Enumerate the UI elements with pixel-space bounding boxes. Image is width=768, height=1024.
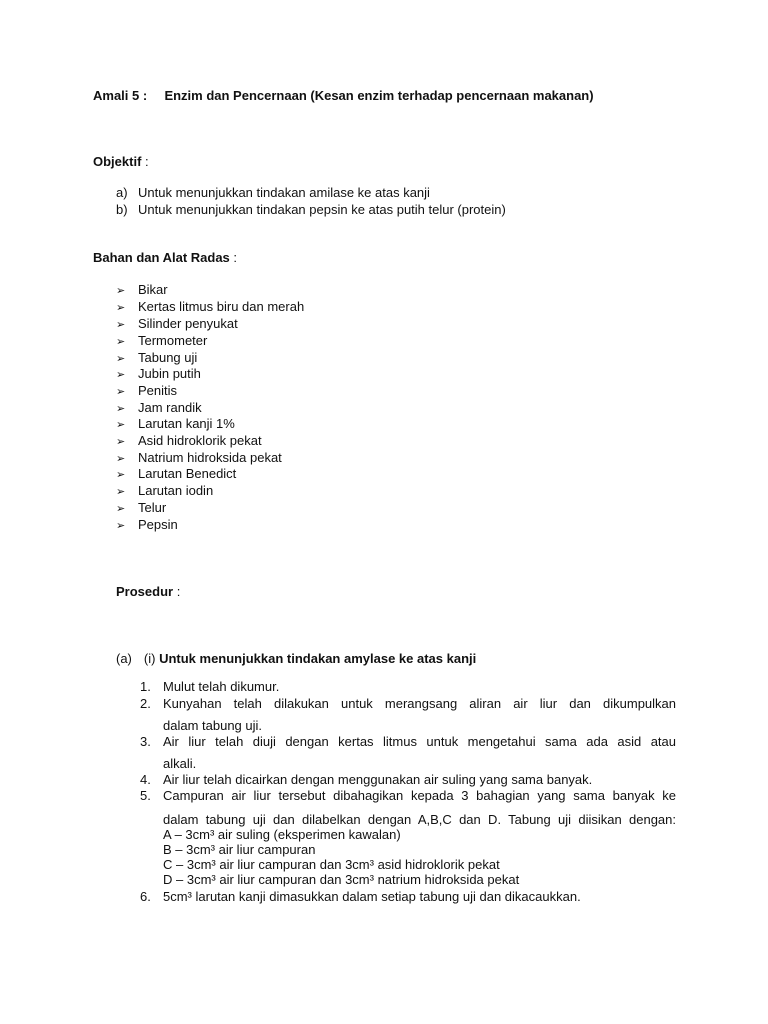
list-item-text: Silinder penyukat (138, 316, 238, 331)
bullet-arrow-icon: ➢ (116, 520, 126, 532)
step-text-continued: alkali. (163, 756, 197, 771)
list-item-text: Jam randik (138, 400, 202, 415)
list-item-text: Larutan Benedict (138, 466, 237, 481)
tube-item: C – 3cm³ air liur campuran dan 3cm³ asid hidroklorik pekat (163, 857, 500, 872)
step-text: Campuran air liur tersebut dibahagikan kepada 3 bahagian yang sama banyak ke (163, 788, 676, 803)
list-item-text: Asid hidroklorik pekat (138, 433, 262, 448)
list-item (116, 450, 282, 467)
bahan-colon: : (229, 250, 238, 265)
list-item (116, 500, 166, 517)
list-item-text: Termometer (138, 333, 208, 348)
list-item-text: Larutan iodin (138, 483, 214, 498)
list-item-text: Pepsin (138, 517, 178, 532)
prosedur-heading (116, 584, 180, 600)
objektif-heading (93, 154, 149, 170)
objective-text: Untuk menunjukkan tindakan pepsin ke atas putih telur (protein) (138, 202, 506, 217)
objektif-heading-text: Objektif (93, 154, 142, 169)
bullet-arrow-icon: ➢ (116, 319, 126, 331)
bullet-arrow-icon: ➢ (116, 436, 126, 448)
bullet-arrow-icon: ➢ (116, 302, 126, 314)
list-item-text: Telur (138, 500, 167, 515)
list-item-text: Natrium hidroksida pekat (138, 450, 282, 465)
step-text: Kunyahan telah dilakukan untuk merangsang aliran air liur dan dikumpulkan (163, 696, 676, 711)
section-a-heading (116, 651, 476, 667)
list-item (116, 466, 236, 483)
list-item (116, 383, 177, 400)
objective-item (116, 202, 506, 218)
bahan-heading (93, 250, 237, 266)
bullet-arrow-icon: ➢ (116, 469, 126, 481)
bullet-arrow-icon: ➢ (116, 285, 126, 297)
step-number: 6. (140, 889, 151, 904)
tube-item: B – 3cm³ air liur campuran (163, 842, 316, 857)
step-number: 4. (140, 772, 151, 787)
section-a-title: Untuk menunjukkan tindakan amylase ke atas kanji (159, 651, 477, 666)
objective-marker: b) (116, 202, 128, 217)
list-item (116, 433, 262, 450)
bullet-arrow-icon: ➢ (116, 503, 126, 515)
objective-item (116, 185, 430, 201)
step-number: 2. (140, 696, 151, 711)
bullet-arrow-icon: ➢ (116, 486, 126, 498)
objective-text: Untuk menunjukkan tindakan amilase ke atas kanji (138, 185, 430, 200)
step-text-continued: dalam tabung uji dan dilabelkan dengan A,B,C dan D. Tabung uji diisikan dengan: (163, 812, 676, 827)
practical-header (93, 88, 594, 104)
list-item-text: Bikar (138, 282, 168, 297)
bahan-heading-text: Bahan dan Alat Radas (93, 250, 230, 265)
step-text: Air liur telah diuji dengan kertas litmus untuk mengetahui sama ada asid atau (163, 734, 676, 749)
list-item (116, 333, 207, 350)
step-number: 1. (140, 679, 151, 694)
list-item-text: Penitis (138, 383, 178, 398)
practical-label: Amali 5 : (93, 88, 148, 103)
step-text: Air liur telah dicairkan dengan menggunakan air suling yang sama banyak. (163, 772, 593, 787)
section-a-marker: (a) (116, 651, 132, 666)
list-item-text: Tabung uji (138, 350, 198, 365)
practical-title: Enzim dan Pencernaan (Kesan enzim terhadap pencernaan makanan) (164, 88, 594, 103)
prosedur-colon: : (173, 584, 181, 599)
bullet-arrow-icon: ➢ (116, 453, 126, 465)
list-item-text: Jubin putih (138, 366, 201, 381)
step-text: Mulut telah dikumur. (163, 679, 280, 694)
bullet-arrow-icon: ➢ (116, 403, 126, 415)
bullet-arrow-icon: ➢ (116, 336, 126, 348)
prosedur-heading-text: Prosedur (116, 584, 174, 599)
step-number: 3. (140, 734, 151, 749)
bullet-arrow-icon: ➢ (116, 386, 126, 398)
list-item (116, 483, 213, 500)
bullet-arrow-icon: ➢ (116, 369, 126, 381)
list-item (116, 400, 202, 417)
step-text: 5cm³ larutan kanji dimasukkan dalam setiap tabung uji dan dikacaukkan. (163, 889, 581, 904)
objective-marker: a) (116, 185, 128, 200)
list-item (116, 517, 178, 534)
list-item (116, 282, 168, 299)
step-number: 5. (140, 788, 151, 803)
section-a-sub-marker: (i) (143, 651, 156, 666)
list-item (116, 350, 197, 367)
objektif-colon: : (141, 154, 149, 169)
list-item (116, 316, 238, 333)
bullet-arrow-icon: ➢ (116, 419, 126, 431)
list-item (116, 299, 304, 316)
list-item (116, 416, 235, 433)
tube-item: A – 3cm³ air suling (eksperimen kawalan) (163, 827, 401, 842)
list-item (116, 366, 201, 383)
list-item-text: Kertas litmus biru dan merah (138, 299, 305, 314)
tube-item: D – 3cm³ air liur campuran dan 3cm³ natrium hidroksida pekat (163, 872, 520, 887)
bullet-arrow-icon: ➢ (116, 353, 126, 365)
step-text-continued: dalam tabung uji. (163, 718, 263, 733)
list-item-text: Larutan kanji 1% (138, 416, 235, 431)
